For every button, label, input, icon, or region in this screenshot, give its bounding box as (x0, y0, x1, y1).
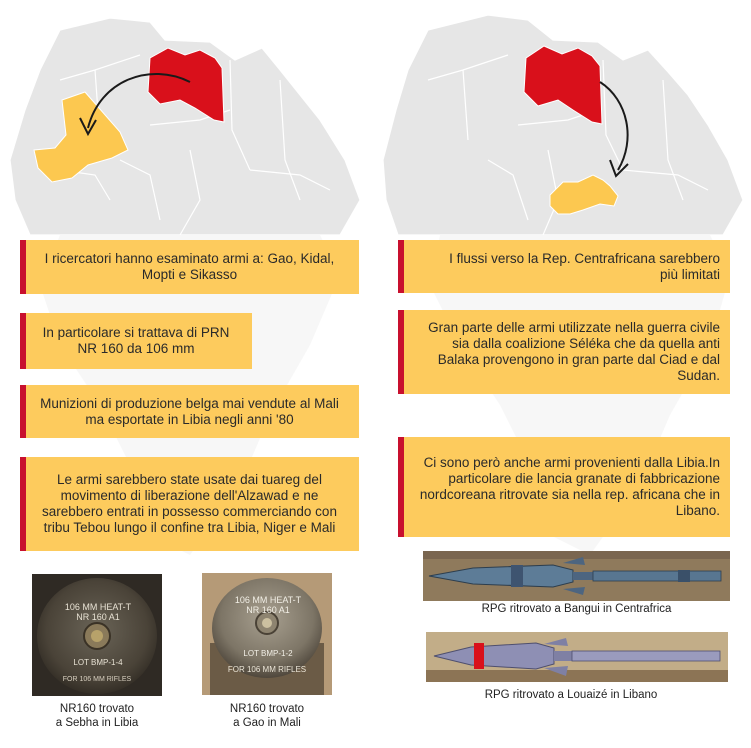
info-box-tuareg (20, 457, 359, 551)
photo-rpg-bangui (423, 551, 730, 601)
stamp-text: 106 MM HEAT-T (64, 602, 132, 612)
photo-nr160-sebha (32, 574, 162, 696)
box-stripe (20, 457, 26, 551)
info-box-cities (20, 240, 359, 294)
info-box-seleka (398, 310, 730, 394)
box-stripe (398, 240, 404, 293)
info-box-libia (398, 437, 730, 537)
info-text: Le armi sarebbero state usate dai tuareg del movimento di liberazione dell'Alzawad e ne sarebbero entrati in possesso commerciando con tribu Tebou lungo il confine tra Libia, Niger e Mali (42, 472, 337, 535)
photo-caption (30, 702, 164, 730)
info-box-prn (20, 313, 252, 369)
info-text: Ci sono però anche armi provenienti dalla Libia.In particolare die lancia granate di fabbricazione nordcoreana ritrovate sia nella rep. africana che in Libano. (419, 455, 720, 518)
caption-line: a Gao in Mali (233, 717, 301, 729)
info-box-flussi (398, 240, 730, 293)
box-stripe (398, 437, 404, 537)
box-stripe (20, 313, 26, 369)
rpg-image (426, 632, 728, 682)
caption-line: NR160 trovato (229, 703, 305, 715)
rpg-image (423, 551, 730, 601)
info-text: I ricercatori hanno esaminato armi a: Gao, Kidal, Mopti e Sikasso (44, 251, 335, 282)
photo-caption: RPG ritrovato a Louaizé in Libano (484, 689, 658, 701)
info-box-munizioni (20, 385, 359, 438)
stamp-text: 106 MM HEAT-T (234, 595, 302, 605)
stamp-text: LOT BMP-1-2 (243, 649, 293, 658)
info-text: Gran parte delle armi utilizzate nella guerra civile sia dalla coalizione Séléka che da quella anti Balaka provengono in gran parte dal Ciad e dal Sudan. (428, 320, 720, 383)
caption-line: a Sebha in Libia (55, 717, 139, 729)
stamp-text: FOR 106 MM RIFLES (62, 676, 132, 683)
info-text: In particolare si trattava di PRN NR 160 da 106 mm (42, 325, 230, 356)
caption-line: NR160 trovato (59, 703, 135, 715)
box-stripe (398, 310, 404, 394)
africa-map-car (378, 0, 751, 235)
photo-rpg-louaize (426, 632, 728, 682)
info-text: I flussi verso la Rep. Centrafricana sarebbero più limitati (449, 250, 720, 282)
photo-caption (200, 702, 334, 730)
photo-nr160-gao (202, 573, 332, 695)
stamp-text: FOR 106 MM RIFLES (227, 665, 307, 674)
shell-base-image (202, 573, 332, 695)
africa-map-mali (0, 0, 370, 235)
stamp-text: NR 160 A1 (76, 612, 120, 622)
stamp-text: LOT BMP-1-4 (73, 658, 123, 667)
box-stripe (20, 240, 26, 294)
photo-caption: RPG ritrovato a Bangui in Centrafrica (481, 603, 672, 615)
box-stripe (20, 385, 26, 438)
info-text: Munizioni di produzione belga mai vendute al Mali ma esportate in Libia negli anni '80 (40, 395, 339, 427)
stamp-text: NR 160 A1 (246, 605, 290, 615)
